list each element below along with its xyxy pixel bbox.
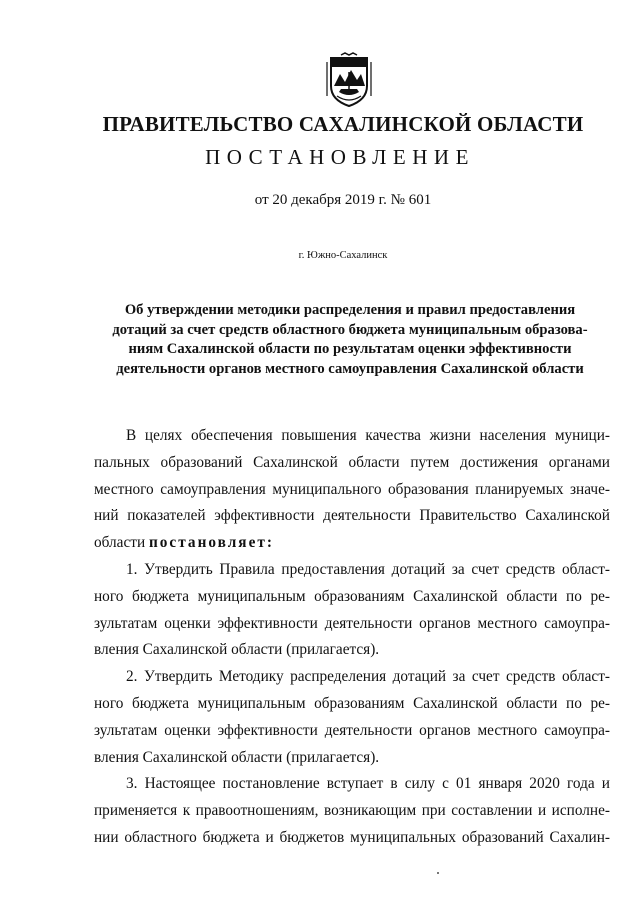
item-2-line: зультатам оценки эффективности деятельности органов местного самоупра- — [94, 721, 610, 739]
preamble-line: пальных образований Сахалинской области путем достижения органами — [94, 453, 610, 471]
item-3-line: применяется к правоотношениям, возникающим при составлении и исполне- — [94, 802, 610, 820]
scan-speck — [437, 872, 439, 874]
document-city: г. Южно-Сахалинск — [298, 250, 388, 261]
preamble-line: В целях обеспечения повышения качества жизни населения муници- — [126, 427, 610, 444]
preamble-line: местного самоуправления муниципального образования планируемых значе- — [94, 480, 610, 498]
government-title: ПРАВИТЕЛЬСТВО САХАЛИНСКОЙ ОБЛАСТИ — [102, 112, 584, 136]
subject-line: Об утверждении методики распределения и правил предоставления — [124, 302, 576, 318]
document-body — [94, 423, 610, 852]
document-date-number: от 20 декабря 2019 г. № 601 — [254, 192, 432, 208]
preamble-line: ний показателей эффективности деятельности Правительство Сахалинской — [94, 507, 610, 525]
item-1-line: 1. Утвердить Правила предоставления дотаций за счет средств област- — [126, 560, 610, 578]
preamble-prefix: области — [94, 534, 149, 552]
document-subject — [90, 301, 610, 379]
sakhalin-coat-of-arms-icon — [325, 52, 373, 108]
document-type: ПОСТАНОВЛЕНИЕ — [205, 145, 475, 169]
item-3-line: нии областного бюджета и бюджетов муниципальных образований Сахалин- — [94, 828, 610, 846]
item-1-line: зультатам оценки эффективности деятельности органов местного самоупра- — [94, 614, 610, 632]
item-2-line: ного бюджета муниципальным образованиям Сахалинской области по ре- — [94, 694, 610, 712]
subject-line: деятельности органов местного самоуправления Сахалинской области — [116, 360, 584, 377]
item-2-line: вления Сахалинской области (прилагается). — [94, 748, 380, 766]
item-3-line: 3. Настоящее постановление вступает в силу с 01 января 2020 года и — [126, 775, 610, 793]
subject-line: дотаций за счет средств областного бюджета муниципальным образова- — [112, 321, 588, 338]
preamble-line-resolution — [94, 530, 610, 557]
item-1-line: вления Сахалинской области (прилагается). — [94, 641, 380, 659]
item-2-line: 2. Утвердить Методику распределения дотаций за счет средств област- — [126, 668, 610, 686]
subject-line: ниям Сахалинской области по результатам оценки эффективности — [128, 341, 572, 357]
item-1-line: ного бюджета муниципальным образованиям Сахалинской области по ре- — [94, 587, 610, 605]
resolution-keyword: постановляет: — [148, 534, 274, 552]
